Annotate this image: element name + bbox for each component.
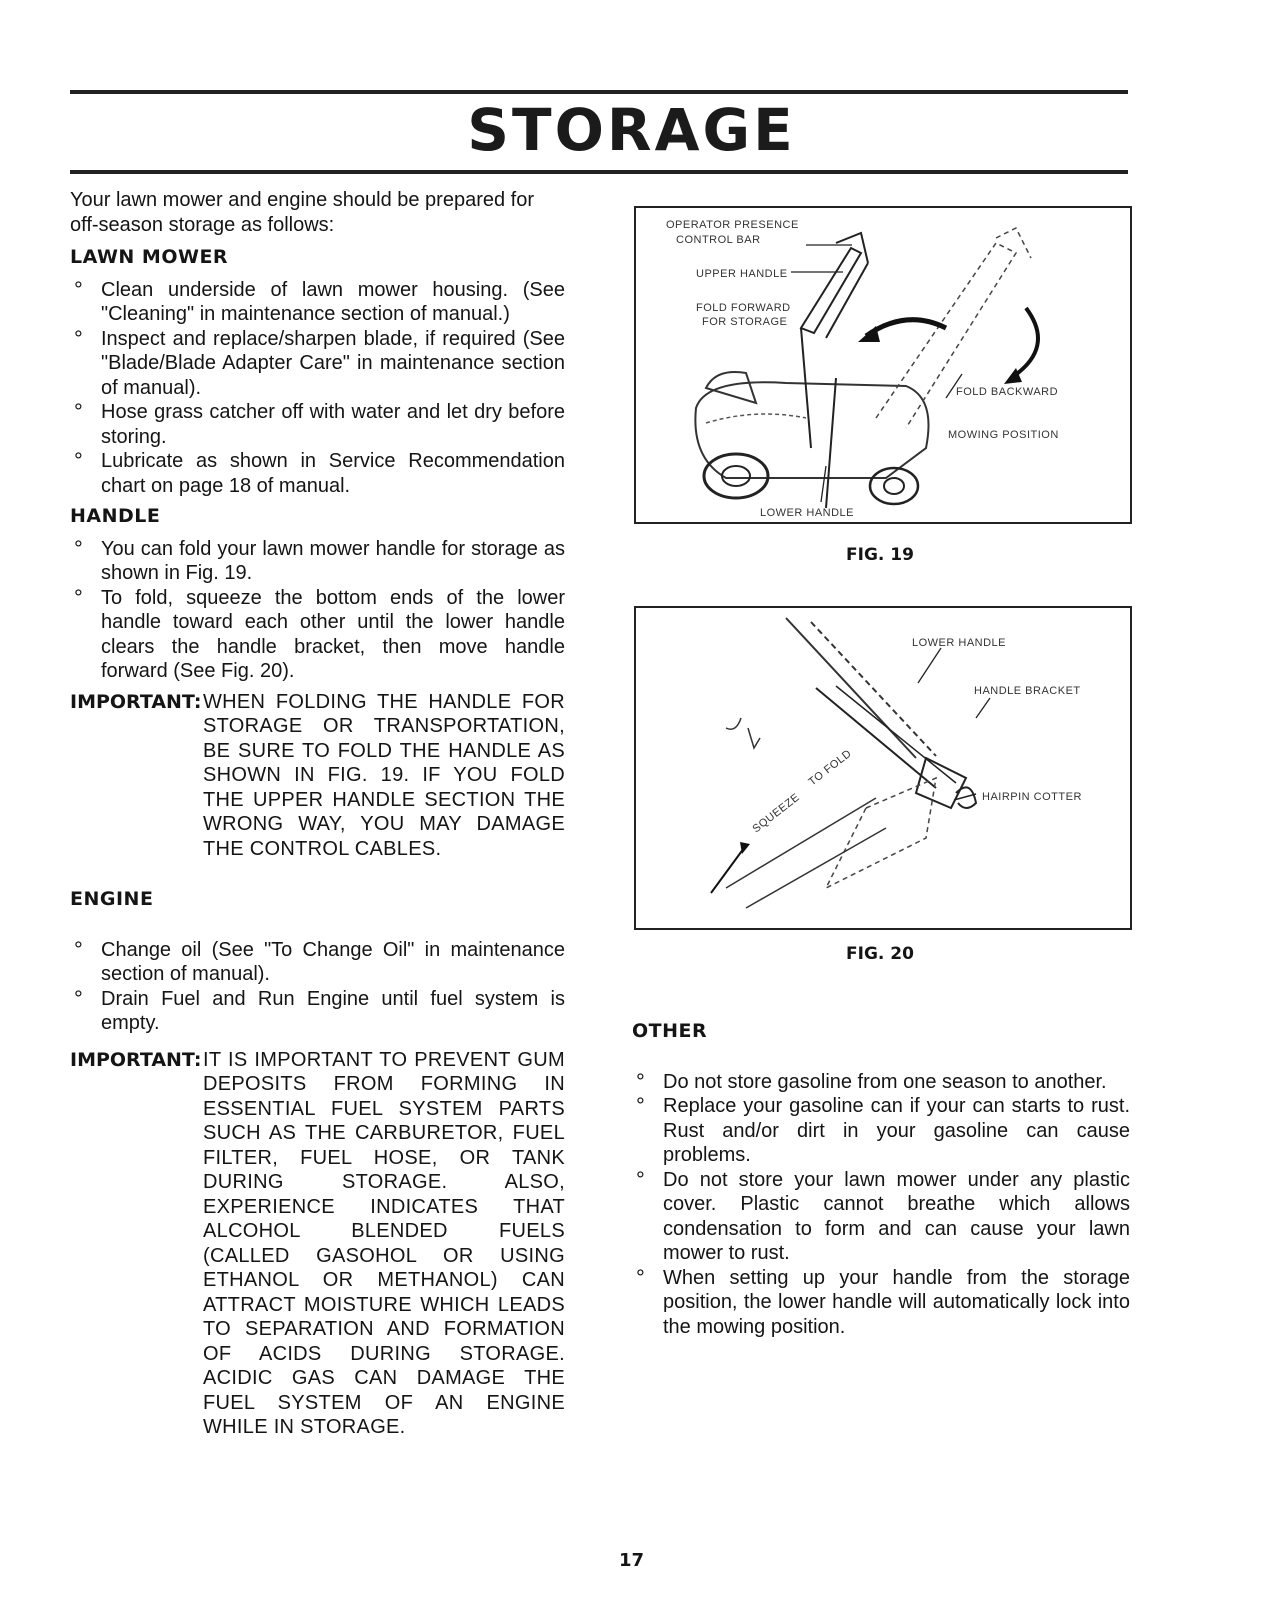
handle-heading: HANDLE bbox=[70, 505, 161, 527]
list-item: ° Replace your gasoline can if your can starts to rust. Rust and/or dirt in your gasoline can cause problems. bbox=[632, 1094, 1130, 1168]
fig19-illustration bbox=[634, 206, 1132, 524]
other-heading: OTHER bbox=[632, 1020, 708, 1042]
label-lower-handle: LOWER HANDLE bbox=[760, 507, 855, 519]
list-item: ° Drain Fuel and Run Engine until fuel system is empty. bbox=[70, 987, 565, 1036]
list-item: ° Hose grass catcher off with water and let dry before storing. bbox=[70, 400, 565, 449]
label-operator-presence: OPERATOR PRESENCE bbox=[666, 219, 799, 231]
list-item: ° You can fold your lawn mower handle for storage as shown in Fig. 19. bbox=[70, 537, 565, 586]
engine-list bbox=[70, 938, 565, 1036]
engine-heading: ENGINE bbox=[70, 888, 154, 910]
important-text: WHEN FOLDING THE HANDLE FOR STORAGE OR TRANSPORTATION, BE SURE TO FOLD THE HANDLE AS SHOWN IN FIG. 19. IF YOU FOLD THE UPPER HANDLE SECTION THE WRONG WAY, YOU MAY DAMAGE THE CONTROL CABLES. bbox=[203, 690, 565, 860]
page-title: STORAGE bbox=[467, 96, 796, 164]
handle-bracket-diagram bbox=[636, 608, 1130, 928]
list-item: ° When setting up your handle from the storage position, the lower handle will automatically lock into the mowing position. bbox=[632, 1266, 1130, 1340]
list-item: ° Do not store your lawn mower under any plastic cover. Plastic cannot breathe which allows condensation to form and can cause your lawn mower to rust. bbox=[632, 1168, 1130, 1266]
label-handle-bracket: HANDLE BRACKET bbox=[974, 685, 1081, 697]
label-fold-backward: FOLD BACKWARD bbox=[956, 386, 1059, 398]
list-item: ° Lubricate as shown in Service Recommendation chart on page 18 of manual. bbox=[70, 449, 565, 498]
label-for-storage: FOR STORAGE bbox=[702, 316, 788, 328]
lawn-mower-list bbox=[70, 278, 565, 499]
label-control-bar: CONTROL BAR bbox=[676, 234, 761, 246]
list-item: ° Change oil (See "To Change Oil" in maintenance section of manual). bbox=[70, 938, 565, 987]
fig20-illustration bbox=[634, 606, 1132, 930]
mower-fold-diagram bbox=[636, 208, 1130, 522]
handle-important bbox=[70, 690, 565, 862]
right-column bbox=[632, 1015, 1130, 1345]
other-list bbox=[632, 1070, 1130, 1340]
page-number: 17 bbox=[618, 1550, 645, 1571]
label-upper-handle: UPPER HANDLE bbox=[696, 268, 788, 280]
label-fold-forward: FOLD FORWARD bbox=[696, 302, 791, 314]
lawn-mower-heading: LAWN MOWER bbox=[70, 246, 229, 268]
important-label: IMPORTANT: bbox=[70, 690, 202, 713]
left-column bbox=[70, 188, 565, 1440]
label-hairpin-cotter: HAIRPIN COTTER bbox=[982, 791, 1082, 803]
label-mowing-position: MOWING POSITION bbox=[948, 429, 1059, 441]
intro-text: Your lawn mower and engine should be prepared for off-season storage as follows: bbox=[70, 189, 535, 236]
list-item: ° Inspect and replace/sharpen blade, if required (See "Blade/Blade Adapter Care" in maintenance section of manual). bbox=[70, 327, 565, 401]
label-lower-handle: LOWER HANDLE bbox=[912, 637, 1007, 649]
fig20-caption: FIG. 20 bbox=[846, 944, 914, 964]
label-squeeze: SQUEEZE bbox=[750, 791, 803, 836]
list-item: ° Do not store gasoline from one season to another. bbox=[632, 1070, 1130, 1095]
engine-important bbox=[70, 1048, 565, 1440]
important-label: IMPORTANT: bbox=[70, 1048, 202, 1071]
label-to-fold: TO FOLD bbox=[806, 747, 855, 789]
list-item: ° To fold, squeeze the bottom ends of the lower handle toward each other until the lower handle clears the handle bracket, then move handle forward (See Fig. 20). bbox=[70, 586, 565, 684]
important-text: IT IS IMPORTANT TO PREVENT GUM DEPOSITS FROM FORMING IN ESSENTIAL FUEL SYSTEM PARTS SUCH AS THE CARBURETOR, FUEL FILTER, FUEL HOSE, OR TANK DURING STORAGE. ALSO, EXPERIENCE INDICATES THAT ALCOHOL BLENDED FUELS (CALLED GASOHOL OR USING ETHANOL OR METHANOL) CAN ATTRACT MOISTURE WHICH LEADS TO SEPARATION AND FORMATION OF ACIDS DURING STORAGE. ACIDIC GAS CAN DAMAGE THE FUEL SYSTEM OF AN ENGINE WHILE IN STORAGE. bbox=[203, 1048, 565, 1438]
top-rule bbox=[70, 90, 1128, 94]
title-underline bbox=[70, 170, 1128, 174]
fig19-caption: FIG. 19 bbox=[846, 545, 914, 565]
handle-list bbox=[70, 537, 565, 684]
list-item: ° Clean underside of lawn mower housing. (See "Cleaning" in maintenance section of manual.) bbox=[70, 278, 565, 327]
